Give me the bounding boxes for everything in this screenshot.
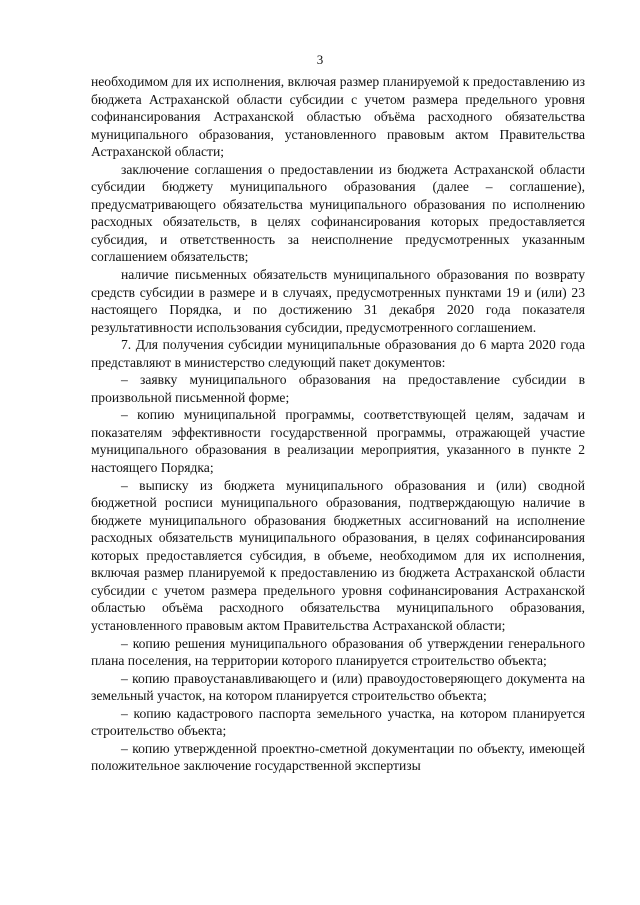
paragraph-11: – копию утвержденной проектно-сметной документации по объекту, имеющей положительное заключение государственной экспертизы bbox=[91, 740, 585, 774]
paragraph-7: – выписку из бюджета муниципального образования и (или) сводной бюджетной росписи муниципального образования, подтверждающую наличие в бюджете муниципального образования бюджетных ассигнований на исполнение расходных обязательств муниципального образования, в целях софинансирования которых предоставляется субсидия, в объеме, необходимом для их исполнения, включая размер планируемой к предоставлению из бюджета Астраханской области субсидии с учетом размера предельного уровня софинансирования Астраханской областью объёма расходного обязательства муниципального образования, установленного правовым актом Правительства Астраханской области; bbox=[91, 477, 585, 633]
paragraph-1: необходимом для их исполнения, включая размер планируемой к предоставлению из бюджета Астраханской области субсидии с учетом размера предельного уровня софинансирования Астраханской областью объёма расходного обязательства муниципального образования, установленного правовым актом Правительства Астраханской области; bbox=[91, 74, 585, 160]
paragraph-2: заключение соглашения о предоставлении из бюджета Астраханской области субсидии бюджету муниципального образования (далее – соглашение), предусматривающего обязательства муниципального образования по исполнению расходных обязательств, в целях софинансирования которых предоставляется субсидия, и ответственность за неисполнение предусмотренных указанным соглашением обязательств; bbox=[91, 161, 585, 265]
paragraph-10: – копию кадастрового паспорта земельного участка, на котором планируется строительство объекта; bbox=[91, 705, 585, 739]
page-number: 3 bbox=[316, 52, 324, 67]
paragraph-5: – заявку муниципального образования на предоставление субсидии в произвольной письменной форме; bbox=[91, 372, 585, 405]
document-body bbox=[91, 73, 585, 775]
paragraph-6: – копию муниципальной программы, соответствующей целям, задачам и показателям эффективности государственной программы, отражающей участие муниципального образования в реализации мероприятия, указанного в пункте 2 настоящего Порядка; bbox=[91, 407, 585, 476]
paragraph-3: наличие письменных обязательств муниципального образования по возврату средств субсидии в размере и в случаях, предусмотренных пунктами 19 и (или) 23 настоящего Порядка, и по достижению 31 декабря 2020 года показателя результативности использования субсидии, предусмотренного соглашением. bbox=[91, 267, 585, 335]
paragraph-9: – копию правоустанавливающего и (или) правоудостоверяющего документа на земельный участок, на котором планируется строительство объекта; bbox=[91, 670, 585, 704]
paragraph-4: 7. Для получения субсидии муниципальные образования до 6 марта 2020 года представляют в министерство следующий пакет документов: bbox=[91, 337, 585, 370]
paragraph-8: – копию решения муниципального образования об утверждении генерального плана поселения, на территории которого планируется строительство объекта; bbox=[91, 635, 585, 669]
